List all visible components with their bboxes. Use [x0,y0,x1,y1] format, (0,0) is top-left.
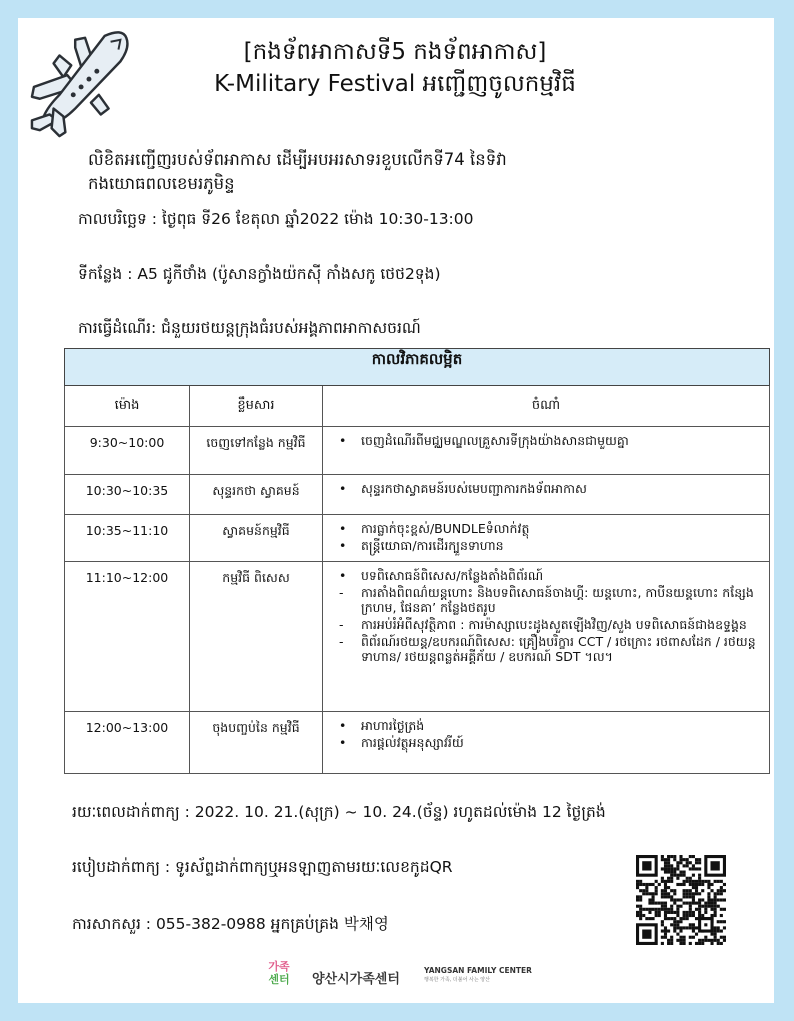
row-time: 11:10~12:00 [65,562,190,712]
note-item: • បទពិសោធន៍ពិសេស/កន្លែងតាំងពិព័រណ៍ [331,568,761,583]
intro-line-1: លិខិតអញ្ជើញរបស់ទ័ពអាកាស ដើម្បីអបអរសាទរខួបលើកទី74 នៃទិវា [88,150,507,169]
note-item: - ការអប់រំអំពីសុវត្ថិភាព : ការម៉ាស្សាបេះដូងសួតឡើងវិញ/សួង បទពិសោធន៍ជាងឧទ្ទង្គន [331,617,761,632]
intro-line-2: កងយោធពលខេមរភូមិន្ទ [88,174,235,193]
row-session: ចុងបញ្ចប់នៃ កម្មវិធី [190,712,323,774]
column-header-session: ខ្លឹមសារ [190,386,323,427]
title-line-2: K-Military Festival អញ្ជើញចូលកម្មវិធី [214,71,576,97]
table-row [65,475,770,515]
page-title [160,36,630,100]
note-item: • ការផ្តល់វត្ថុអនុស្សាវរីយ៍ [331,735,761,750]
application-period: រយៈពេលដាក់ពាក្យ : 2022. 10. 21.(សុក្រ) ~ 10. 24.(ច័ន្ទ) រហូតដល់ម៉ោង 12 ថ្ងៃត្រង់ [72,803,606,821]
airplane-icon [28,26,146,142]
note-item: • ការធ្លាក់ចុះខ្ពស់/BUNDLEទំលាក់វត្ថុ [331,521,761,536]
center-name: 양산시가족센터 [312,972,400,987]
row-session: កម្មវិធី ពិសេស [190,562,323,712]
row-time: 10:30~10:35 [65,475,190,515]
qr-code-icon[interactable] [635,855,727,945]
row-notes [323,712,770,774]
note-item: • តន្ត្រីយោធា/ការដើរក្បួនទាហាន [331,538,761,553]
event-transport: ការធ្វើដំណើរ: ជំនួយរថយន្តក្រុងធំរបស់អង្គភាពអាកាសចរណ៍ [78,319,421,337]
note-item: • អាហារថ្ងៃត្រង់ [331,718,761,733]
application-method: របៀបដាក់ពាក្យ : ទូរស័ព្ទដាក់ពាក្យឬអនឡាញតាមរយៈលេខកូដQR [72,858,453,876]
schedule-caption: កាលវិភាគលម្អិត [65,349,770,386]
note-item: • ចេញដំណើរពីមជ្ឈមណ្ឌលគ្រួសារទីក្រុងយ៉ាងសានជាមួយគ្នា [331,433,761,448]
row-notes [323,427,770,475]
note-item: - ការតាំងពិពណ៌យន្តហោះ និងបទពិសោធន៍ចាងហ្គី: យន្តហោះ, កាបីនយន្តហោះ កន្សែងក្រហម, ផែនគា’ កន្លែងថតរូប [331,585,761,615]
row-notes [323,562,770,712]
table-row [65,712,770,774]
row-session: សុន្ទរកថា ស្វាគមន៍ [190,475,323,515]
event-place: ទីកន្លែង : A5 ជូកីថាំង (ប៉ូសានក្វាំងយ៉កស៊ី កាំងសកូ ថេថ2ទុង) [78,265,441,283]
intro-text [88,148,728,196]
schedule-table [64,348,770,774]
yangsan-family-center-logo [260,954,560,998]
row-session: ស្វាគមន៍កម្មវិធី [190,515,323,562]
title-line-1: [កងទ័ពអាកាសទី5 កងទ័ពអាកាស] [243,39,547,65]
row-time: 12:00~13:00 [65,712,190,774]
center-name-english: YANGSAN FAMILY CENTER [424,966,532,975]
contact-info: ការសាកសួរ : 055-382-0988 អ្នកគ្រប់គ្រង 박채영 [72,915,389,933]
center-slogan: 행복한 가족, 더불어 사는 양산 [424,977,490,983]
table-header-row [65,386,770,427]
event-date: កាលបរិច្ឆេទ : ថ្ងៃពុធ ទី26 ខែតុលា ឆ្នាំ2022 ម៉ោង 10:30-13:00 [78,210,474,228]
column-header-time: ម៉ោង [65,386,190,427]
row-session: ចេញទៅកន្លែង កម្មវិធី [190,427,323,475]
table-row [65,562,770,712]
table-row [65,515,770,562]
row-notes [323,515,770,562]
note-item: - ពិព័រណ៍រថយន្ត/ឧបករណ៍ពិសេស: គ្រឿងបរិក្ខារ CCT / រថក្រោះ រថពាសដែក / រថយន្តទាហាន/ រថយន្តពន្លត់អគ្គីភ័យ / ឧបករណ៍ SDT ។ល។ [331,634,761,664]
row-notes [323,475,770,515]
note-item: • សុន្ទរកថាស្វាគមន៍របស់មេបញ្ជាការកងទ័ពអាកាស [331,481,761,496]
row-time: 9:30~10:00 [65,427,190,475]
column-header-notes: ចំណាំ [323,386,770,427]
family-center-logo-mark: 가족 센터 [268,960,290,986]
row-time: 10:35~11:10 [65,515,190,562]
table-row [65,427,770,475]
